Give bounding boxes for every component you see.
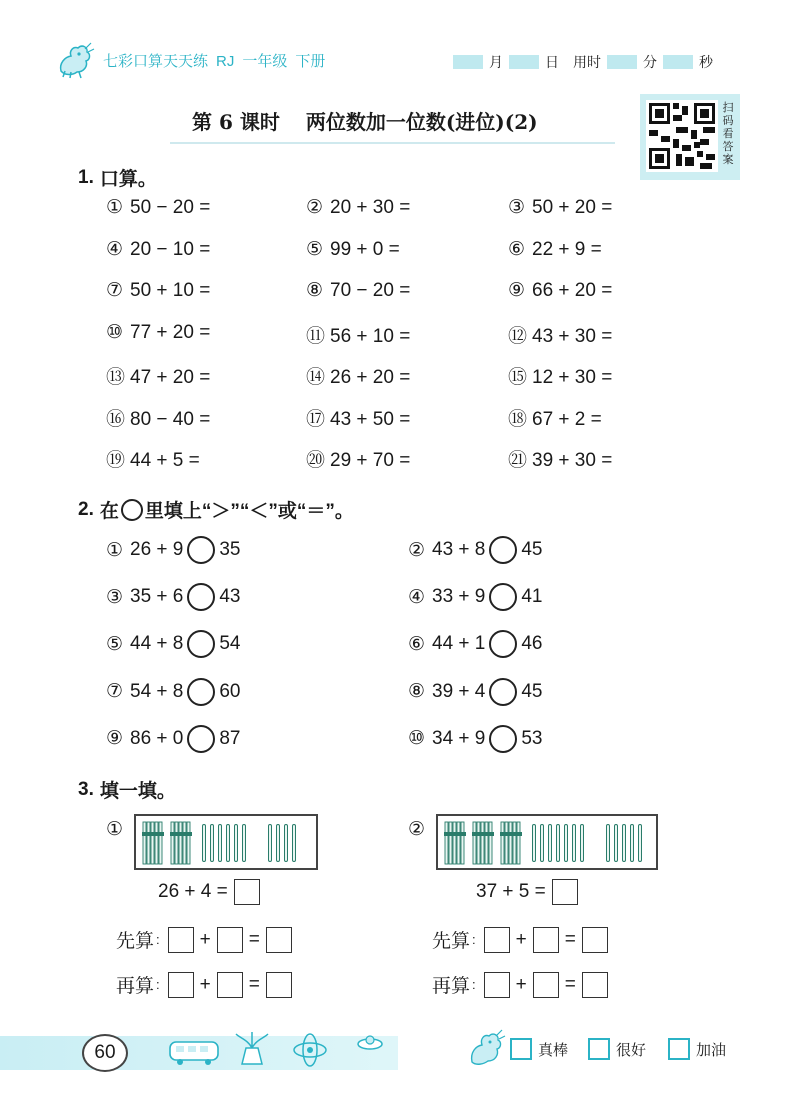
single-stick (242, 824, 246, 862)
single-stick (292, 824, 296, 862)
answer-qr-panel[interactable] (640, 94, 740, 180)
compare-circle[interactable] (187, 725, 215, 753)
brand-edition: RJ (216, 52, 235, 70)
answer-box[interactable] (168, 927, 194, 953)
single-stick (218, 824, 222, 862)
single-stick (234, 824, 238, 862)
brand-title (103, 50, 333, 71)
mental-item[interactable]: ⑩ 77 + 20 = (106, 321, 211, 343)
mental-row (106, 238, 666, 280)
problem-2-equation: 37 + 5 = (476, 879, 584, 905)
rating-checkbox[interactable] (588, 1038, 610, 1060)
lesson-title (192, 106, 538, 135)
problem-1-index: ① (106, 819, 124, 840)
single-stick (202, 824, 206, 862)
comparison-item: ④ 33 + 9 41 (408, 583, 543, 611)
mental-row (106, 404, 666, 446)
circle-icon (121, 499, 143, 521)
problem-1-step-2: 再算 : + = (116, 971, 298, 998)
mental-item[interactable]: ⑥ 22 + 9 = (508, 238, 602, 260)
time-used-label: 用时 (573, 54, 601, 70)
comparison-row (106, 725, 626, 772)
answer-box[interactable] (266, 972, 292, 998)
single-stick (276, 824, 280, 862)
mental-item[interactable]: ⑨ 66 + 20 = (508, 280, 613, 301)
mascot-icon (466, 1026, 506, 1070)
single-stick (268, 824, 272, 862)
answer-box[interactable] (168, 972, 194, 998)
answer-box[interactable] (582, 927, 608, 953)
mental-item[interactable]: ⑦ 50 + 10 = (106, 280, 211, 301)
single-stick (622, 824, 626, 862)
compare-circle[interactable] (489, 630, 517, 658)
answer-box[interactable] (266, 927, 292, 953)
comparison-item: ③ 35 + 6 43 (106, 583, 241, 611)
comparison-grid (106, 536, 626, 772)
section-1-title: 1. 口算。 (78, 166, 157, 190)
single-stick (606, 824, 610, 862)
mental-row (106, 362, 666, 404)
mental-math-grid (106, 196, 666, 487)
single-stick (540, 824, 544, 862)
single-stick (532, 824, 536, 862)
comparison-item: ⑩ 34 + 9 53 (408, 725, 543, 753)
stick-bundle-icon (444, 820, 466, 866)
mental-row (106, 196, 666, 238)
answer-box[interactable] (533, 927, 559, 953)
mental-item[interactable]: ㉑ 39 + 30 = (508, 450, 613, 471)
time-record (447, 52, 713, 72)
mental-item[interactable]: ② 20 + 30 = (306, 197, 411, 218)
lesson-title-row (170, 100, 615, 144)
mental-item[interactable]: ③ 50 + 20 = (508, 197, 613, 218)
compare-circle[interactable] (187, 536, 215, 564)
qr-caption: 扫 码 看 答 案 (722, 102, 734, 166)
mental-item[interactable]: ⑳ 29 + 70 = (306, 450, 411, 471)
answer-box[interactable] (217, 927, 243, 953)
comparison-item: ⑦ 54 + 8 60 (106, 678, 241, 706)
mental-item[interactable]: ⑫ 43 + 30 = (508, 325, 613, 347)
comparison-row (106, 536, 626, 583)
mental-item[interactable]: ⑲ 44 + 5 = (106, 450, 200, 471)
day-blank[interactable] (509, 55, 539, 69)
mental-item[interactable]: ⑯ 80 − 40 = (106, 408, 211, 430)
comparison-item: ⑧ 39 + 4 45 (408, 678, 543, 706)
problem-2-step-2: 再算 : + = (432, 971, 614, 998)
month-blank[interactable] (453, 55, 483, 69)
mascot-icon (55, 41, 95, 79)
footer-decoration-icon (160, 1030, 400, 1070)
brand-grade: 一年级 (242, 52, 288, 70)
counting-sticks-2 (436, 814, 658, 870)
compare-circle[interactable] (489, 583, 517, 611)
problem-2-index: ② (408, 819, 426, 840)
stick-bundle-icon (170, 820, 192, 866)
comparison-item: ① 26 + 9 35 (106, 536, 241, 564)
comparison-row (106, 583, 626, 630)
single-stick (572, 824, 576, 862)
comparison-row (106, 678, 626, 725)
rating-great[interactable]: 真棒 (510, 1038, 568, 1060)
mental-item[interactable]: ⑪ 56 + 10 = (306, 325, 411, 347)
brand-series: 七彩口算天天练 (103, 52, 209, 70)
mental-item[interactable]: ⑬ 47 + 20 = (106, 367, 211, 388)
second-blank[interactable] (663, 55, 693, 69)
rating-good[interactable]: 很好 (588, 1038, 646, 1060)
mental-item[interactable]: ⑰ 43 + 50 = (306, 408, 411, 430)
single-stick (580, 824, 584, 862)
single-stick (614, 824, 618, 862)
lesson-topic: 两位数加一位数(进位)(2) (305, 110, 538, 134)
lesson-number: 第 6 课时 (192, 110, 280, 134)
answer-box[interactable] (552, 879, 578, 905)
mental-item[interactable]: ⑱ 67 + 2 = (508, 408, 602, 430)
problem-2-step-1: 先算 : + = (432, 926, 614, 953)
day-label: 日 (545, 54, 559, 70)
problem-1-equation: 26 + 4 = (158, 879, 266, 905)
single-stick (556, 824, 560, 862)
comparison-item: ② 43 + 8 45 (408, 536, 543, 564)
compare-circle[interactable] (489, 536, 517, 564)
brand (55, 40, 333, 80)
mental-row (106, 279, 666, 321)
stick-bundle-icon (142, 820, 164, 866)
minute-label: 分 (643, 54, 657, 70)
compare-circle[interactable] (489, 725, 517, 753)
second-label: 秒 (699, 54, 713, 70)
single-stick (564, 824, 568, 862)
mental-item[interactable]: ⑮ 12 + 30 = (508, 367, 613, 388)
month-label: 月 (489, 54, 503, 70)
rating-keep-going[interactable]: 加油 (668, 1038, 726, 1060)
mental-item[interactable]: ④ 20 − 10 = (106, 238, 211, 260)
page-header (55, 38, 755, 82)
mental-row (106, 321, 666, 363)
single-stick (210, 824, 214, 862)
stick-bundle-icon (472, 820, 494, 866)
mental-item[interactable]: ① 50 − 20 = (106, 197, 211, 218)
mental-item[interactable]: ⑧ 70 − 20 = (306, 280, 411, 301)
minute-blank[interactable] (607, 55, 637, 69)
single-stick (548, 824, 552, 862)
problem-1-step-1: 先算 : + = (116, 926, 298, 953)
compare-circle[interactable] (187, 630, 215, 658)
comparison-item: ⑨ 86 + 0 87 (106, 725, 241, 753)
section-2-title: 2. 在 里填上“＞”“＜”或“＝”。 (78, 498, 354, 522)
answer-box[interactable] (234, 879, 260, 905)
single-stick (630, 824, 634, 862)
answer-box[interactable] (484, 972, 510, 998)
rating-checkbox[interactable] (668, 1038, 690, 1060)
compare-circle[interactable] (187, 678, 215, 706)
mental-item[interactable]: ⑤ 99 + 0 = (306, 238, 400, 260)
stick-bundle-icon (500, 820, 522, 866)
section-3-title: 3. 填一填。 (78, 778, 176, 802)
answer-box[interactable] (217, 972, 243, 998)
comparison-item: ⑤ 44 + 8 54 (106, 630, 241, 658)
mental-row (106, 445, 666, 487)
mental-item[interactable]: ⑭ 26 + 20 = (306, 367, 411, 388)
comparison-row (106, 630, 626, 677)
compare-circle[interactable] (489, 678, 517, 706)
qr-code-icon[interactable] (646, 100, 718, 172)
counting-sticks-1 (134, 814, 318, 870)
comparison-item: ⑥ 44 + 1 46 (408, 630, 543, 658)
single-stick (638, 824, 642, 862)
answer-box[interactable] (484, 927, 510, 953)
rating-checkbox[interactable] (510, 1038, 532, 1060)
brand-volume: 下册 (295, 52, 326, 70)
single-stick (226, 824, 230, 862)
answer-box[interactable] (533, 972, 559, 998)
compare-circle[interactable] (187, 583, 215, 611)
single-stick (284, 824, 288, 862)
page-number: 60 (82, 1034, 128, 1072)
answer-box[interactable] (582, 972, 608, 998)
